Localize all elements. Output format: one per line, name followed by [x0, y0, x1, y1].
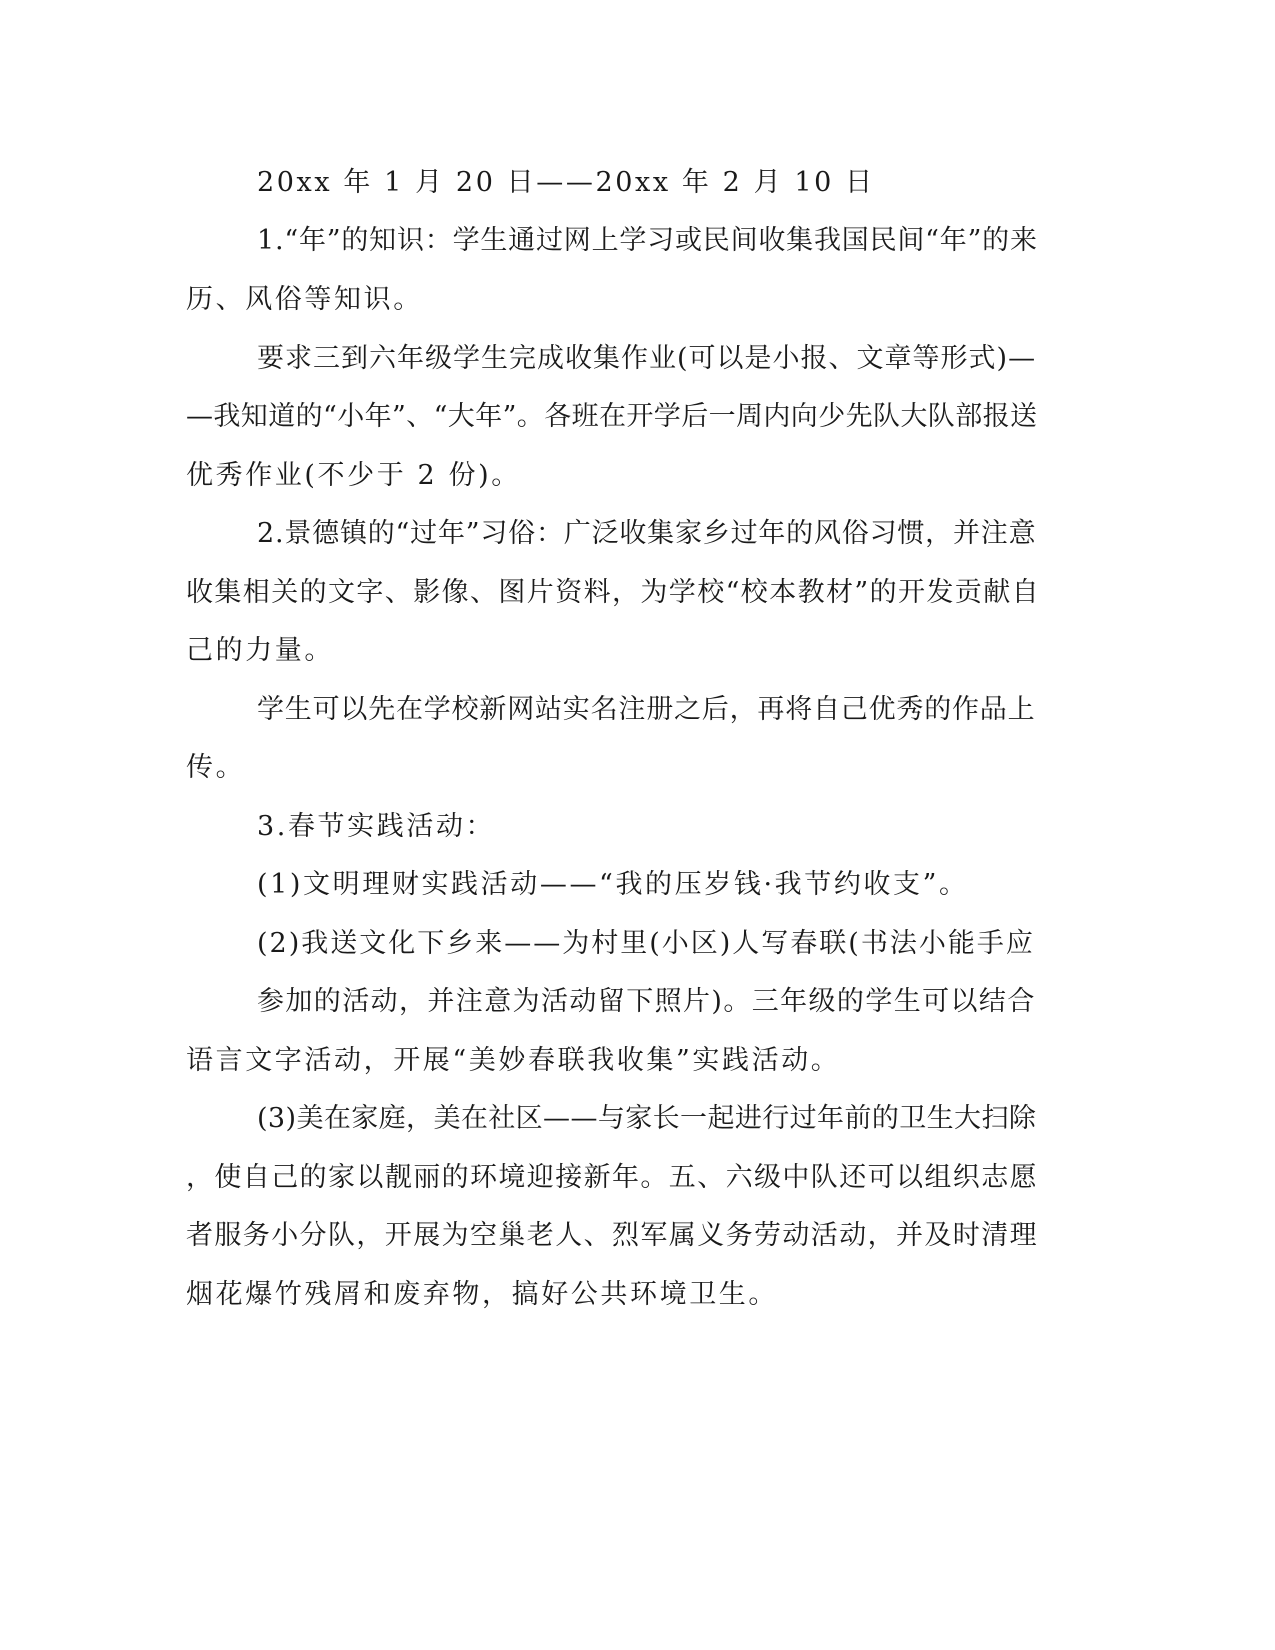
- list-item-line: (3)美在家庭，美在社区——与家长一起进行过年前的卫生大扫除: [257, 1103, 1037, 1134]
- paragraph-line: 己的力量。: [186, 635, 334, 666]
- paragraph-line: 学生可以先在学校新网站实名注册之后，再将自己优秀的作品上: [257, 694, 1036, 725]
- date-range-line: 20xx 年 1 月 20 日——20xx 年 2 月 10 日: [257, 167, 875, 198]
- list-item-line: 参加的活动，并注意为活动留下照片)。三年级的学生可以结合: [257, 986, 1036, 1017]
- list-item-line: 烟花爆竹残屑和废弃物，搞好公共环境卫生。: [186, 1279, 778, 1310]
- paragraph-line: —我知道的“小年”、“大年”。各班在开学后一周内向少先队大队部报送: [186, 401, 1038, 432]
- paragraph-line: 优秀作业(不少于 2 份)。: [186, 460, 521, 491]
- list-item-line: (2)我送文化下乡来——为村里(小区)人写春联(书法小能手应: [257, 928, 1035, 959]
- section-heading: 3.春节实践活动：: [257, 811, 496, 842]
- list-item-line: 者服务小分队，开展为空巢老人、烈军属义务劳动活动，并及时清理: [186, 1220, 1038, 1251]
- paragraph-line: 2.景德镇的“过年”习俗：广泛收集家乡过年的风俗习惯，并注意: [257, 518, 1037, 549]
- list-item-line: 语言文字活动，开展“美妙春联我收集”实践活动。: [186, 1045, 841, 1076]
- list-item-line: (1)文明理财实践活动——“我的压岁钱·我节约收支”。: [257, 869, 969, 900]
- paragraph-line: 要求三到六年级学生完成收集作业(可以是小报、文章等形式)—: [257, 343, 1037, 374]
- list-item-line: ，使自己的家以靓丽的环境迎接新年。五、六级中队还可以组织志愿: [186, 1162, 1038, 1193]
- paragraph-line: 收集相关的文字、影像、图片资料，为学校“校本教材”的开发贡献自: [186, 577, 1041, 608]
- paragraph-line: 1.“年”的知识：学生通过网上学习或民间收集我国民间“年”的来: [257, 225, 1038, 256]
- paragraph-line: 历、风俗等知识。: [186, 284, 423, 315]
- paragraph-line: 传。: [186, 752, 246, 783]
